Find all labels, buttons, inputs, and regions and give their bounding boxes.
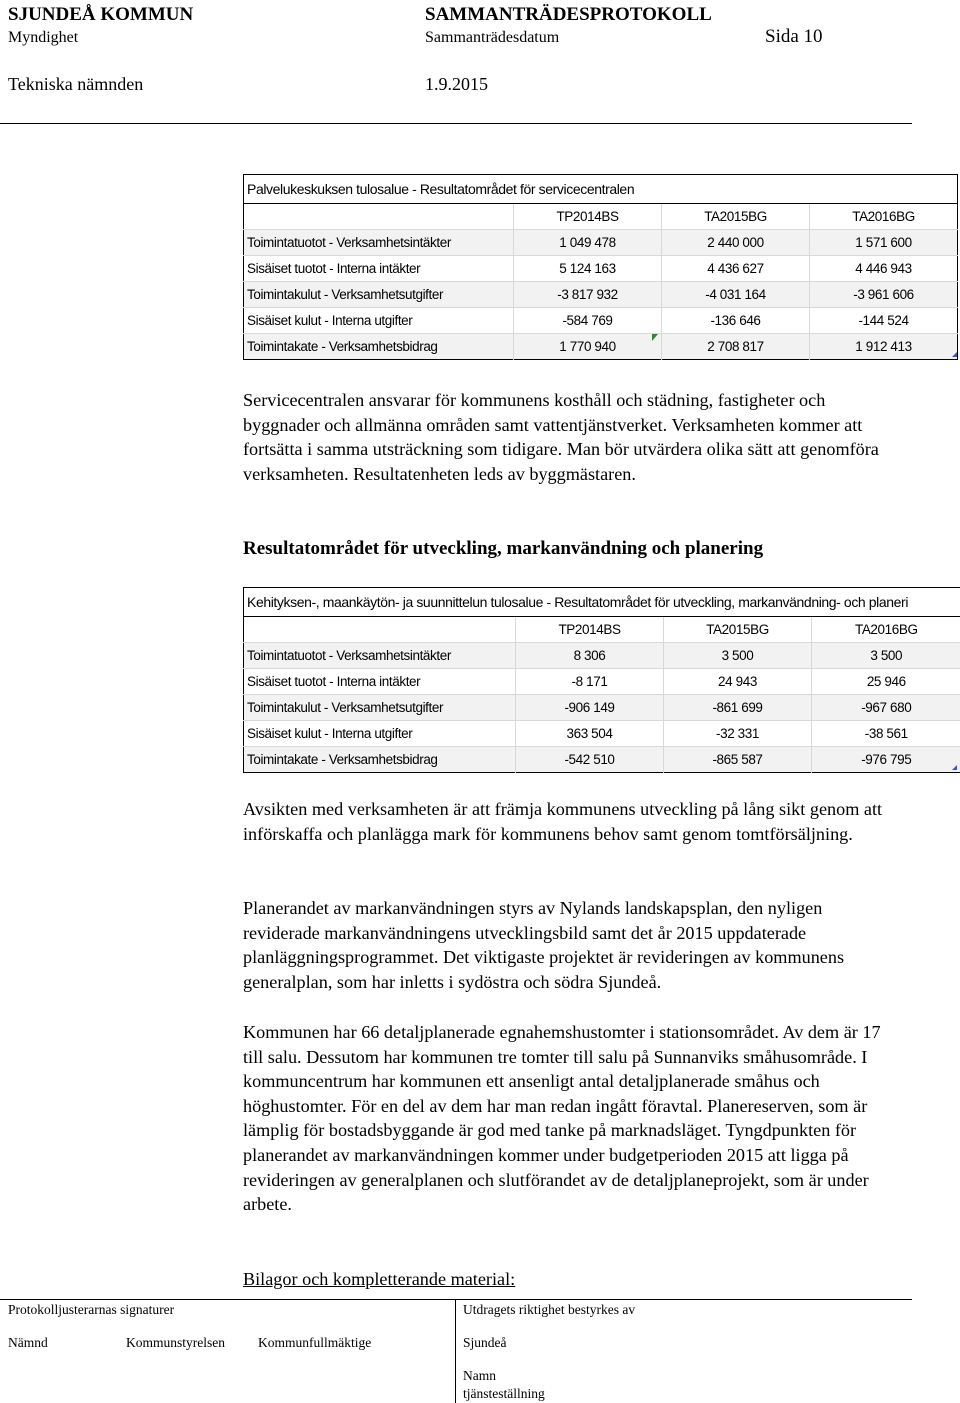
table-row [244, 282, 958, 308]
footer-divider [455, 1299, 456, 1403]
column-header: TA2016BG [810, 204, 958, 230]
cell: 4 436 627 [662, 256, 810, 282]
cell: -32 331 [664, 721, 812, 747]
row-label: Toimintakulut - Verksamhetsutgifter [244, 695, 516, 721]
cell: 5 124 163 [514, 256, 662, 282]
footer-rule [0, 1299, 912, 1300]
header-rule [0, 123, 912, 124]
table-servicecentral [243, 174, 958, 360]
cell: 1 770 940 [514, 334, 662, 360]
row-label: Toimintakulut - Verksamhetsutgifter [244, 282, 514, 308]
committee: Tekniska nämnden [8, 74, 144, 94]
cell-marker [952, 765, 957, 770]
table-row [244, 721, 960, 747]
row-label: Toimintatuotot - Verksamhetsintäkter [244, 643, 516, 669]
table-title: Kehityksen-, maankäytön- ja suunnittelun tulosalue - Resultatområdet för utveckling, markanvändning- och planeri [244, 588, 960, 617]
cell: -38 561 [812, 721, 960, 747]
doc-sub: Sammanträdesdatum [425, 29, 560, 46]
row-label: Sisäiset kulut - Interna utgifter [244, 308, 514, 334]
cell: -3 961 606 [810, 282, 958, 308]
paragraph-planning: Planerandet av markanvändningen styrs av Nylands landskapsplan, den nyligen reviderade markanvändningens utvecklingsbild samt det år 2015 uppdaterade planläggningsprogrammet. Det viktigaste projektet är revideringen av kommunens generalplan, som har inletts i sydöstra och södra Sjundeå. [243, 898, 845, 992]
row-label: Sisäiset tuotot - Interna intäkter [244, 669, 516, 695]
meeting-date: 1.9.2015 [425, 74, 488, 94]
cell: -906 149 [516, 695, 664, 721]
cell: 2 708 817 [662, 334, 810, 360]
cell: 1 571 600 [810, 230, 958, 256]
cell: -861 699 [664, 695, 812, 721]
table-row [244, 747, 960, 773]
table-row [244, 669, 960, 695]
table-title: Palvelukeskuksen tulosalue - Resultatområdet för servicecentralen [244, 175, 958, 204]
column-header: TA2015BG [662, 204, 810, 230]
footer-municipal-board: Kommunstyrelsen [126, 1335, 225, 1350]
table-development [243, 587, 960, 773]
footer-council: Kommunfullmäktige [258, 1335, 372, 1350]
footer-name: Namn [463, 1368, 496, 1383]
footer-place: Sjundeå [463, 1335, 507, 1350]
table-row [244, 256, 958, 282]
column-header: TP2014BS [514, 204, 662, 230]
table-row [244, 643, 960, 669]
row-label: Sisäiset kulut - Interna utgifter [244, 721, 516, 747]
row-label: Toimintatuotot - Verksamhetsintäkter [244, 230, 514, 256]
footer-position: tjänsteställning [463, 1386, 545, 1401]
cell: 25 946 [812, 669, 960, 695]
org-sub: Myndighet [8, 29, 79, 46]
row-label: Toimintakate - Verksamhetsbidrag [244, 747, 516, 773]
table-row [244, 695, 960, 721]
table-row [244, 230, 958, 256]
cell: -865 587 [664, 747, 812, 773]
cell: -136 646 [662, 308, 810, 334]
cell: 3 500 [664, 643, 812, 669]
cell-marker [952, 352, 957, 357]
column-header: TP2014BS [516, 617, 664, 643]
page-number: Sida 10 [765, 26, 823, 47]
org-name: SJUNDEÅ KOMMUN [8, 4, 194, 25]
table-header-blank [244, 204, 514, 230]
cell: 24 943 [664, 669, 812, 695]
column-header: TA2015BG [664, 617, 812, 643]
footer-board: Nämnd [8, 1335, 48, 1350]
signatures-label: Protokolljusterarnas signaturer [8, 1302, 175, 1317]
cell: 4 446 943 [810, 256, 958, 282]
cell: -3 817 932 [514, 282, 662, 308]
paragraph-purpose: Avsikten med verksamheten är att främja kommunens utveckling på lång sikt genom att införskaffa och planlägga mark för kommunens behov samt genom tomtförsäljning. [243, 799, 883, 844]
cell: 8 306 [516, 643, 664, 669]
table-header-blank [244, 617, 516, 643]
section-heading: Resultatområdet för utveckling, markanvändning och planering [243, 538, 764, 559]
cell: 1 912 413 [810, 334, 958, 360]
cell: -8 171 [516, 669, 664, 695]
cell: -542 510 [516, 747, 664, 773]
cell: -976 795 [812, 747, 960, 773]
cell: 3 500 [812, 643, 960, 669]
cell: -967 680 [812, 695, 960, 721]
attachments-heading: Bilagor och kompletterande material: [243, 1269, 516, 1289]
doc-type: SAMMANTRÄDESPROTOKOLL [425, 4, 712, 25]
row-label: Toimintakate - Verksamhetsbidrag [244, 334, 514, 360]
certify-label: Utdragets riktighet bestyrkes av [463, 1302, 636, 1317]
paragraph-plots: Kommunen har 66 detaljplanerade egnahemshustomter i stationsområdet. Av dem är 17 till salu. Dessutom har kommunen tre tomter till salu på Sunnanviks småhusområde. I kommuncentrum har kommunen ett ansenligt antal detaljplanerade småhus och höghustomter. För en del av dem har man redan ingått föravtal. Planereserven, som är lämplig för bostadsbyggande är god med tanke på marknadsläget. Tyngdpunkten för planerandet av markanvändningen kommer under budgetperioden 2015 att ligga på revideringen av generalplanen och slutförandet av de detaljplaneprojekt, som är under arbete. [243, 1022, 881, 1215]
column-header: TA2016BG [812, 617, 960, 643]
cell: 363 504 [516, 721, 664, 747]
cell: -144 524 [810, 308, 958, 334]
cell: -584 769 [514, 308, 662, 334]
cell: 1 049 478 [514, 230, 662, 256]
cell: -4 031 164 [662, 282, 810, 308]
table-row [244, 308, 958, 334]
table-row [244, 334, 958, 360]
cell: 2 440 000 [662, 230, 810, 256]
row-label: Sisäiset tuotot - Interna intäkter [244, 256, 514, 282]
paragraph-servicecentral: Servicecentralen ansvarar för kommunens kosthåll och städning, fastigheter och byggnader och allmänna områden samt vattentjänstverket. Verksamheten kommer att fortsätta i samma utsträckning som tidigare. Man bör utvärdera olika sätt att genomföra verksamheten. Resultatenheten leds av byggmästaren. [243, 390, 879, 484]
comment-marker [652, 334, 658, 341]
